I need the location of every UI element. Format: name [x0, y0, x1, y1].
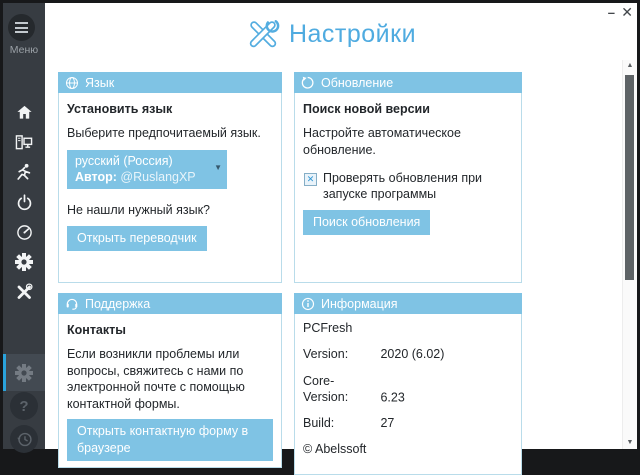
- hamburger-icon: [15, 22, 28, 24]
- language-question: Не нашли нужный язык?: [67, 203, 210, 217]
- panel-support: [58, 293, 282, 463]
- history-clock-icon: [16, 431, 33, 448]
- check-updates-label: Проверять обновления при запуске программы: [323, 170, 483, 201]
- chevron-down-icon: ▼: [214, 162, 222, 172]
- computer-icon: [15, 134, 33, 151]
- settings-window: [3, 3, 637, 457]
- language-dropdown-author: Автор: @RuslangXP: [75, 169, 196, 184]
- speedometer-icon: [16, 224, 33, 241]
- refresh-icon: [301, 76, 315, 90]
- panel-language-header: Язык: [58, 72, 282, 93]
- sidebar-item-home[interactable]: [3, 97, 45, 127]
- sidebar-item-settings-active[interactable]: [3, 354, 45, 391]
- language-dropdown-value: русский (Россия): [75, 153, 173, 168]
- help-button[interactable]: [10, 392, 38, 420]
- sidebar-item-power[interactable]: [3, 187, 45, 217]
- info-icon: [301, 297, 315, 311]
- info-row-core-version: Core-Version: 6.23: [303, 373, 405, 404]
- headset-icon: [65, 297, 79, 311]
- info-row-version: Version: 2020 (6.02): [303, 347, 445, 362]
- panel-update: [294, 72, 522, 283]
- sidebar-item-computer[interactable]: [3, 127, 45, 157]
- sidebar-item-tools[interactable]: [3, 277, 45, 307]
- support-heading: Контакты: [67, 323, 126, 337]
- scroll-up-arrow-icon[interactable]: [623, 62, 637, 69]
- language-heading: Установить язык: [67, 102, 173, 116]
- update-description: Настройте автоматическое обновление.: [303, 126, 461, 157]
- home-icon: [16, 104, 33, 121]
- page-title: Настройки: [288, 19, 417, 48]
- panel-info-header: Информация: [294, 293, 522, 314]
- support-description: Если возникли проблемы или вопросы, свяжитесь с нами по электронной почте с помощью контактной формы.: [67, 347, 245, 411]
- sidebar-item-speedometer[interactable]: [3, 217, 45, 247]
- panel-info: [294, 293, 522, 463]
- close-button[interactable]: ✕: [621, 4, 633, 20]
- gear-icon: [15, 253, 33, 271]
- sidebar-item-settings-gear[interactable]: [3, 247, 45, 277]
- check-updates-checkbox[interactable]: ✕: [304, 173, 317, 186]
- minimize-button[interactable]: –: [607, 5, 615, 20]
- sidebar-item-optimizer[interactable]: [3, 157, 45, 187]
- copyright: © Abelssoft: [303, 442, 367, 457]
- vertical-scrollbar[interactable]: [622, 60, 637, 449]
- menu-button[interactable]: [8, 14, 35, 41]
- search-update-button[interactable]: Поиск обновления: [303, 210, 430, 234]
- sidebar-nav: [3, 97, 45, 307]
- runner-icon: [15, 163, 33, 181]
- open-contact-form-button[interactable]: Открыть контактную форму в браузере: [67, 419, 273, 461]
- language-description: Выберите предпочитаемый язык.: [67, 126, 261, 141]
- settings-tools-icon: [246, 17, 280, 51]
- product-name: PCFresh: [303, 321, 353, 335]
- sidebar: [3, 3, 45, 449]
- open-translator-button[interactable]: Открыть переводчик: [67, 226, 207, 250]
- info-row-build: Build: 27: [303, 416, 395, 430]
- active-indicator-bar: [3, 354, 6, 391]
- update-heading: Поиск новой версии: [303, 102, 430, 116]
- scroll-down-arrow-icon[interactable]: [623, 439, 637, 446]
- tools-icon: [15, 283, 33, 301]
- globe-icon: [65, 76, 79, 90]
- history-button[interactable]: [10, 425, 38, 453]
- gear-icon: [15, 364, 33, 382]
- update-checkbox-row: [303, 170, 513, 203]
- panel-support-header: Поддержка: [58, 293, 282, 314]
- panel-update-header: Обновление: [294, 72, 522, 93]
- panel-language: [58, 72, 282, 283]
- scrollbar-thumb[interactable]: [625, 75, 634, 280]
- question-icon: ?: [19, 397, 29, 415]
- page-header: [45, 14, 617, 54]
- menu-label: Меню: [9, 44, 39, 56]
- language-dropdown[interactable]: [67, 150, 227, 190]
- power-icon: [16, 194, 33, 211]
